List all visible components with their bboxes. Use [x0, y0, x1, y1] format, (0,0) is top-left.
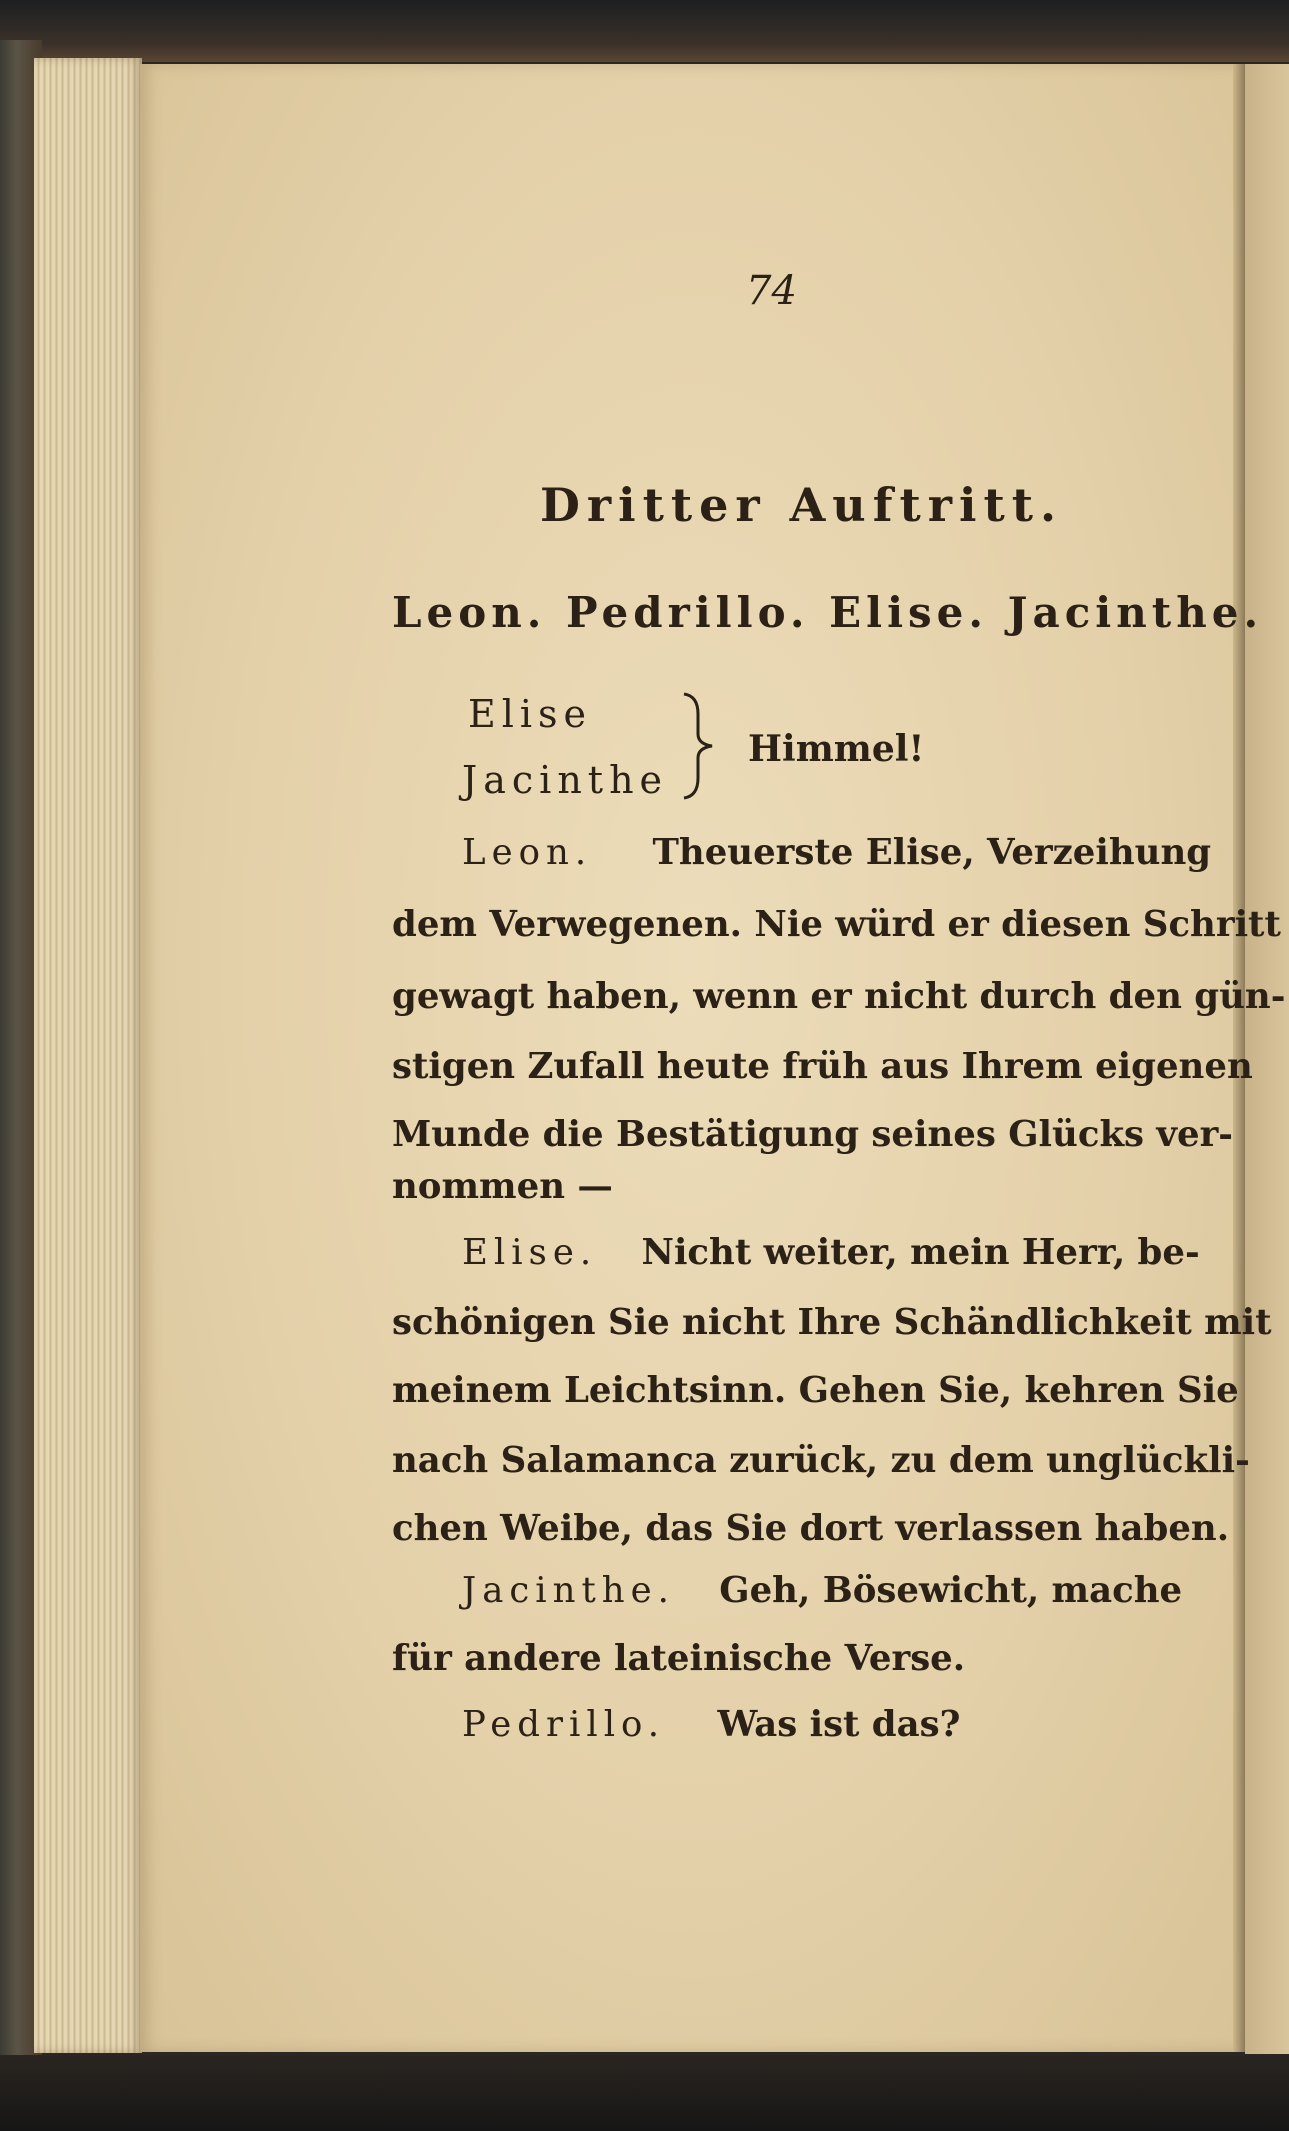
line-text: Geh, Bösewicht, mache: [719, 1570, 1183, 1611]
cast-list: Leon. Pedrillo. Elise. Jacinthe.: [392, 588, 1264, 637]
line-text: Nicht weiter, mein Herr, be-: [641, 1232, 1200, 1273]
line-text: Was ist das?: [717, 1704, 961, 1745]
book-binding-bottom: [0, 2055, 1289, 2131]
speaker-name: Jacinthe.: [462, 1570, 675, 1611]
dialogue-line: nach Salamanca zurück, zu dem unglückli-: [392, 1440, 1250, 1481]
curly-brace-icon: [680, 690, 720, 802]
dialogue-line: [462, 832, 1211, 873]
dialogue-line: [462, 1570, 1182, 1611]
dialogue-line: gewagt haben, wenn er nicht durch den gün-: [392, 976, 1286, 1017]
joint-speaker-elise: Elise: [468, 692, 593, 736]
book-binding-top: [0, 0, 1289, 62]
dialogue-line: [462, 1232, 1200, 1273]
dialogue-line: für andere lateinische Verse.: [392, 1638, 966, 1679]
speaker-name: Elise.: [462, 1232, 598, 1273]
dialogue-line: stigen Zufall heute früh aus Ihrem eigenen: [392, 1046, 1253, 1087]
dialogue-line: [462, 1704, 960, 1745]
dialogue-line: schönigen Sie nicht Ihre Schändlichkeit mit: [392, 1302, 1272, 1343]
dialogue-line: dem Verwegenen. Nie würd er diesen Schritt: [392, 904, 1281, 945]
line-text: Theuerste Elise, Verzeihung: [652, 832, 1212, 873]
dialogue-line: meinem Leichtsinn. Gehen Sie, kehren Sie: [392, 1370, 1239, 1411]
scene-heading: Dritter Auftritt.: [540, 478, 1064, 532]
joint-speaker-jacinthe: Jacinthe: [462, 758, 669, 802]
page-stack-edges: [34, 58, 142, 2053]
speaker-name: Leon.: [462, 832, 593, 873]
page-number: 74: [746, 268, 797, 314]
dialogue-line: Munde die Bestätigung seines Glücks ver-: [392, 1114, 1234, 1155]
joint-speech-text: Himmel!: [748, 728, 925, 770]
speaker-name: Pedrillo.: [462, 1704, 666, 1745]
dialogue-line: nommen —: [392, 1166, 613, 1207]
dialogue-line: chen Weibe, das Sie dort verlassen haben.: [392, 1508, 1230, 1549]
